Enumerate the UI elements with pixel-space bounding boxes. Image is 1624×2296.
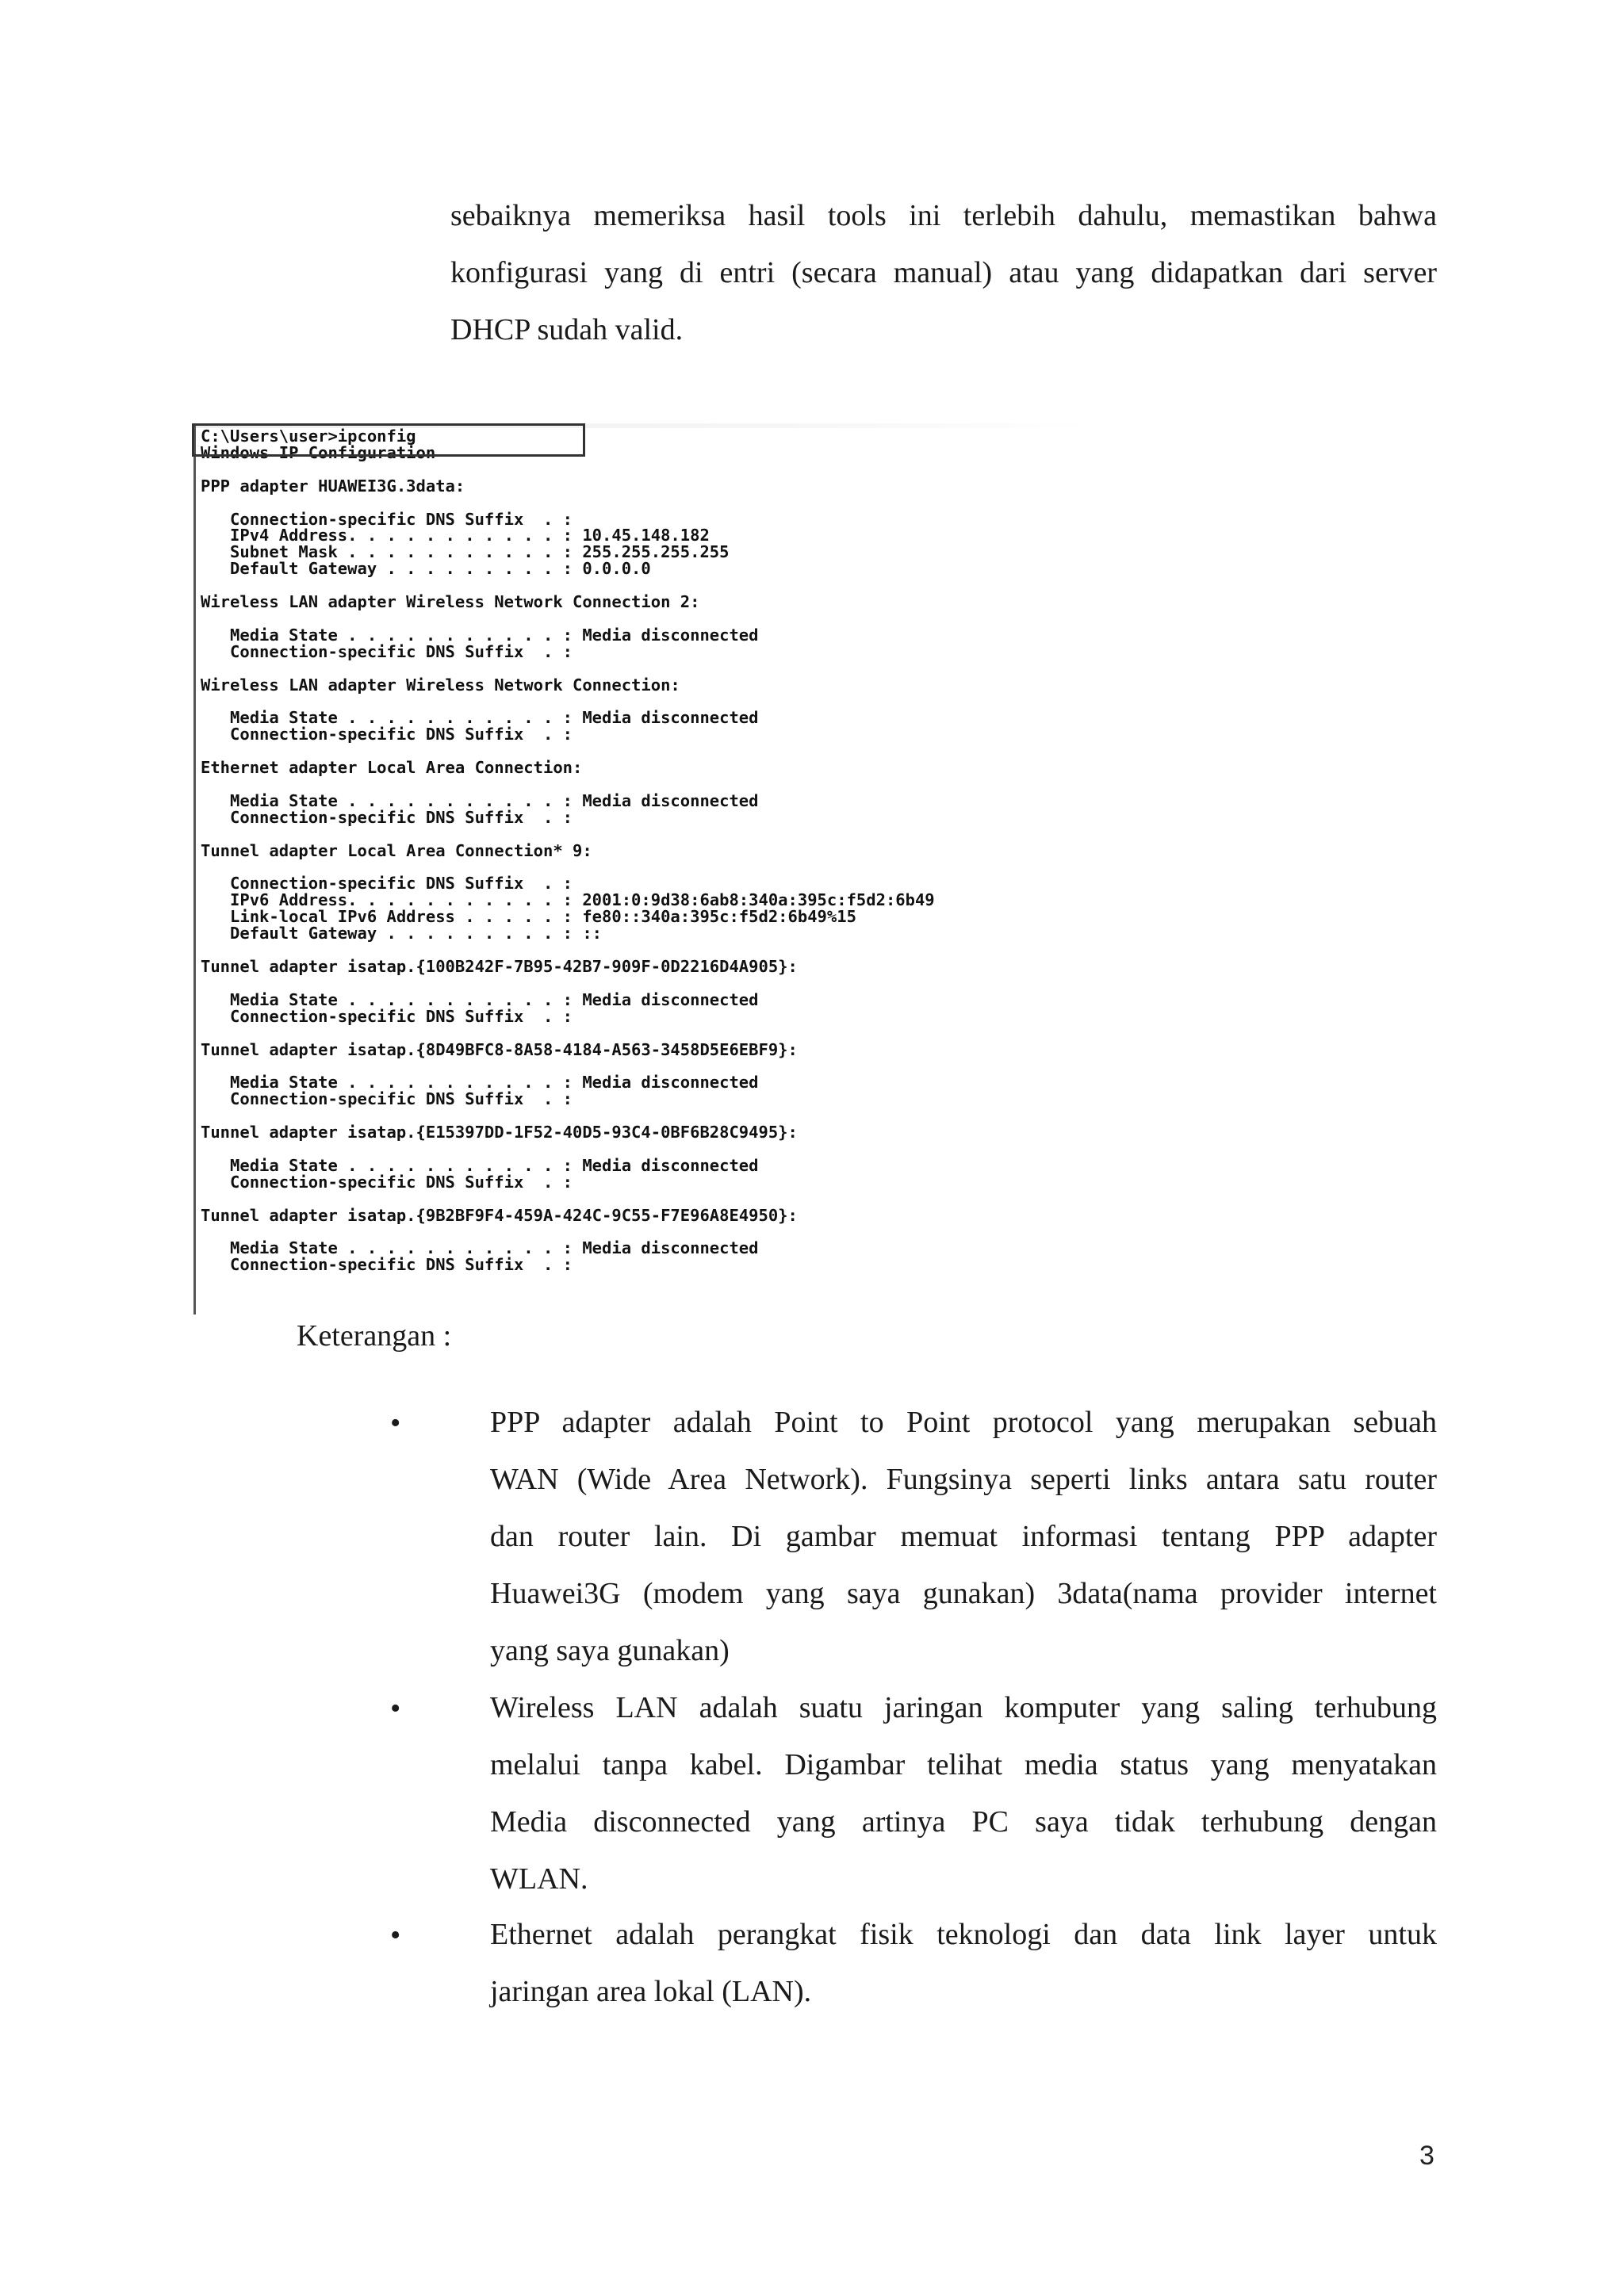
bullet-item-ethernet — [490, 1906, 1437, 2020]
console-line: Link-local IPv6 Address . . . . . : fe80::340a:395c:f5d2:6b49%15 — [201, 907, 856, 927]
bullet-line: Huawei3G (modem yang saya gunakan) 3data(nama provider internet — [490, 1577, 1437, 1610]
console-line: Wireless LAN adapter Wireless Network Connection 2: — [201, 592, 700, 612]
console-line: Tunnel adapter isatap.{E15397DD-1F52-40D5-93C4-0BF6B28C9495}: — [201, 1123, 798, 1142]
bullet-line: PPP adapter adalah Point to Point protocol yang merupakan sebuah — [490, 1406, 1437, 1439]
console-line: Tunnel adapter isatap.{8D49BFC8-8A58-4184-A563-3458D5E6EBF9}: — [201, 1039, 798, 1059]
console-line: Default Gateway . . . . . . . . . : 0.0.0.0 — [201, 559, 651, 579]
bullet-line: jaringan area lokal (LAN). — [490, 1975, 812, 2008]
bullet-line: melalui tanpa kabel. Digambar telihat media status yang menyatakan — [490, 1748, 1437, 1781]
console-line: Subnet Mask . . . . . . . . . . . : 255.255.255.255 — [201, 542, 730, 562]
console-line: Media State . . . . . . . . . . . : Media disconnected — [201, 708, 759, 728]
intro-line: konfigurasi yang di entri (secara manual) atau yang didapatkan dari server — [450, 256, 1437, 289]
bullet-item-ppp — [490, 1394, 1437, 1679]
bullet-marker: • — [390, 1406, 401, 1440]
bullet-line: yang saya gunakan) — [490, 1634, 730, 1667]
console-line: Ethernet adapter Local Area Connection: — [201, 758, 583, 778]
intro-line: DHCP sudah valid. — [450, 313, 684, 346]
bullet-marker: • — [390, 1919, 401, 1952]
bullet-line: Ethernet adalah perangkat fisik teknologi dan data link layer untuk — [490, 1918, 1437, 1951]
bullet-line: WLAN. — [490, 1862, 588, 1896]
console-line: Tunnel adapter isatap.{100B242F-7B95-42B7-909F-0D2216D4A905}: — [201, 957, 798, 976]
keterangan-label: Keterangan : — [297, 1319, 452, 1353]
console-line: Connection-specific DNS Suffix . : — [201, 1172, 573, 1192]
bullet-line: WAN (Wide Area Network). Fungsinya seperti links antara satu router — [490, 1463, 1437, 1496]
console-line: Connection-specific DNS Suffix . : — [201, 807, 573, 827]
console-line: IPv4 Address. . . . . . . . . . . : 10.45.148.182 — [201, 526, 710, 545]
console-line: Media State . . . . . . . . . . . : Media disconnected — [201, 1238, 759, 1258]
console-line: Media State . . . . . . . . . . . : Media disconnected — [201, 790, 759, 810]
console-line: Media State . . . . . . . . . . . : Media disconnected — [201, 1155, 759, 1175]
bullet-item-wireless — [490, 1679, 1437, 1908]
intro-paragraph — [450, 187, 1437, 358]
page-number: 3 — [1419, 2141, 1434, 2171]
bullet-marker: • — [390, 1692, 401, 1725]
console-line: Media State . . . . . . . . . . . : Media disconnected — [201, 1073, 759, 1093]
console-line: Tunnel adapter isatap.{9B2BF9F4-459A-424C-9C55-F7E96A8E4950}: — [201, 1205, 798, 1225]
command-highlight-box — [192, 423, 585, 457]
console-line: Connection-specific DNS Suffix . : — [201, 725, 573, 744]
console-line: Connection-specific DNS Suffix . : — [201, 1006, 573, 1026]
console-line: Windows IP Configuration — [201, 442, 436, 462]
console-line: Tunnel adapter Local Area Connection* 9: — [201, 840, 592, 860]
console-line: Connection-specific DNS Suffix . : — [201, 1255, 573, 1275]
bullet-line: dan router lain. Di gambar memuat informasi tentang PPP adapter — [490, 1520, 1437, 1553]
console-line: Media State . . . . . . . . . . . : Media disconnected — [201, 625, 759, 645]
console-line: PPP adapter HUAWEI3G.3data: — [201, 476, 465, 496]
console-line: IPv6 Address. . . . . . . . . . . : 2001:0:9d38:6ab8:340a:395c:f5d2:6b49 — [201, 890, 935, 910]
console-line: Wireless LAN adapter Wireless Network Connection: — [201, 675, 680, 695]
console-line: Default Gateway . . . . . . . . . : :: — [201, 924, 603, 943]
bullet-line: Media disconnected yang artinya PC saya tidak terhubung dengan — [490, 1805, 1437, 1839]
intro-line: sebaiknya memeriksa hasil tools ini terlebih dahulu, memastikan bahwa — [450, 199, 1437, 232]
console-line: Media State . . . . . . . . . . . : Media disconnected — [201, 989, 759, 1009]
console-line: Connection-specific DNS Suffix . : — [201, 509, 573, 529]
ipconfig-screenshot — [193, 423, 1092, 1314]
console-line: Connection-specific DNS Suffix . : — [201, 874, 573, 894]
console-output — [201, 428, 935, 1273]
console-line: C:\Users\user>ipconfig — [201, 427, 416, 446]
console-line: Connection-specific DNS Suffix . : — [201, 641, 573, 661]
bullet-line: Wireless LAN adalah suatu jaringan komputer yang saling terhubung — [490, 1691, 1437, 1724]
console-line: Connection-specific DNS Suffix . : — [201, 1089, 573, 1109]
